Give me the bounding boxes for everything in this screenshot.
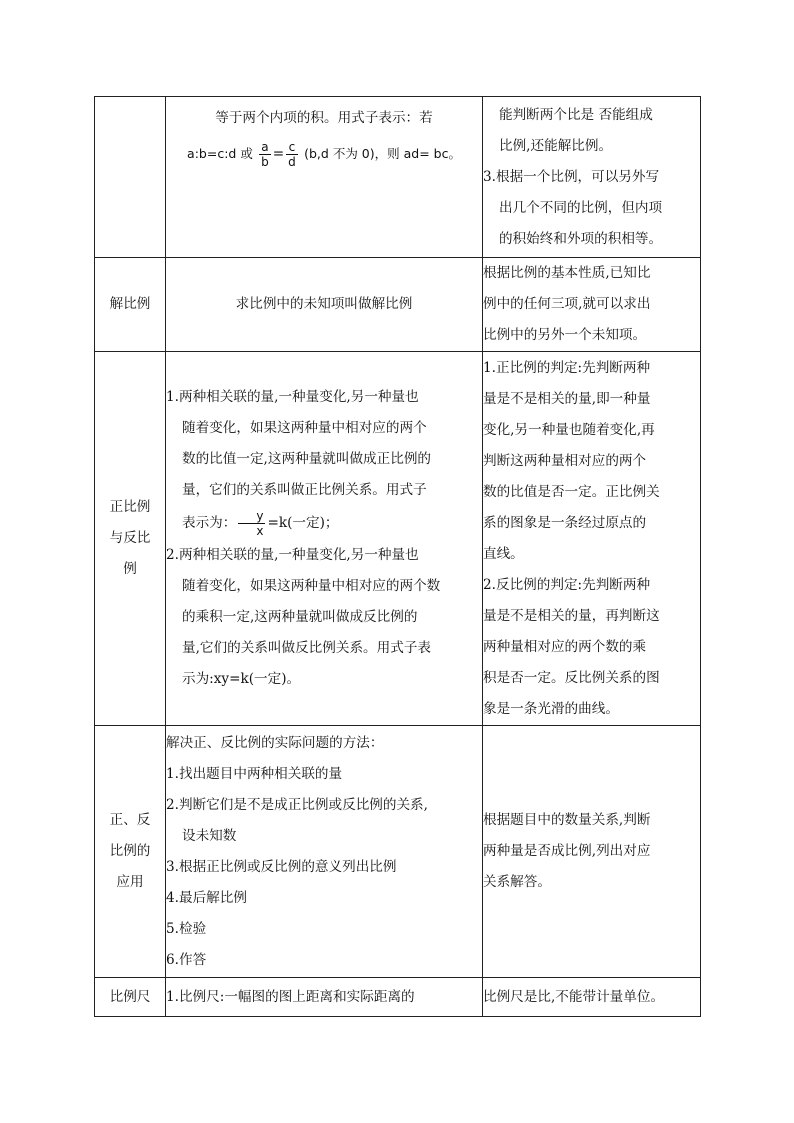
table-row (95, 352, 701, 726)
note-line: 判断这两种量相对应的两个 (483, 452, 647, 469)
method-line: 3.根据正比例或反比例的意义列出比例 (166, 858, 397, 875)
direct-inverse-definition-cell (166, 352, 483, 726)
solve-note-cell (483, 258, 701, 352)
note-line: 1.正比例的判定:先判断两种 (483, 359, 651, 376)
definition-line: 示为:xy=k(一定)。 (182, 671, 301, 687)
fraction-numerator: a (259, 140, 271, 155)
formula-text: =k(一定)； (267, 515, 339, 531)
method-line: 5.检验 (166, 920, 207, 937)
table-row (95, 258, 701, 352)
method-line: 设未知数 (182, 827, 237, 844)
property-line: 等于两个内项的积。用式子表示：若 (215, 110, 433, 126)
fraction-a-b (259, 140, 271, 169)
definition-line: 随着变化，如果这两种量中相对应的两个数 (182, 578, 441, 594)
note-line: 数的比值是否一定。正比例关 (483, 483, 660, 500)
note-line: 象是一条光滑的曲线。 (483, 700, 619, 717)
definition-line: 量，它们的关系叫做正比例关系。用式子 (182, 482, 427, 498)
label-line: 例 (123, 561, 137, 577)
method-line: 1.找出题目中两种相关联的量 (166, 765, 343, 782)
property-formula: a:b=c:d 或 $\frac{a}{b}$ = $\frac{c}{d}$ (b,d 不为 0)，则 ad= bc。 (187, 140, 461, 169)
note-line: 变化,另一种量也随着变化,再 (483, 421, 655, 438)
method-line: 解决正、反比例的实际问题的方法： (166, 734, 384, 751)
note-line: 积是否一定。反比例关系的图 (483, 669, 660, 686)
note-line: 根据比例的基本性质,已知比 (483, 265, 651, 281)
method-line: 4.最后解比例 (166, 889, 247, 906)
note-line: 例中的任何三项,就可以求出 (483, 296, 651, 312)
property-definition-cell (166, 97, 483, 258)
fraction-numerator: y (238, 509, 265, 524)
row-label-direct-inverse (95, 352, 166, 726)
table-row (95, 97, 701, 258)
definition-line: 的乘积一定,这两种量就叫做成反比例的 (182, 609, 418, 625)
row-label-application (95, 726, 166, 978)
property-note-cell (483, 97, 701, 258)
note-line: 两种量是否成比例,列出对应 (483, 843, 651, 859)
solve-definition-cell: 求比例中的未知项叫做解比例 (166, 258, 483, 352)
fraction-y-x (238, 509, 265, 538)
row-label-solve: 解比例 (95, 258, 166, 352)
row-label-scale: 比例尺 (95, 978, 166, 1017)
label-line: 应用 (116, 874, 144, 890)
table-row (95, 726, 701, 978)
definition-line: 1.两种相关联的量,一种量变化,另一种量也 (166, 389, 419, 405)
label-line: 正比例 (109, 499, 151, 515)
method-line: 6.作答 (166, 951, 207, 968)
scale-definition-cell: 1.比例尺:一幅图的图上距离和实际距离的 (166, 978, 483, 1017)
application-method-cell (166, 726, 483, 978)
formula-text: (b,d 不为 0)，则 ad= bc。 (304, 146, 461, 161)
label-line: 与反比 (109, 530, 151, 546)
fraction-denominator: b (261, 155, 269, 169)
note-line: 量是不是相关的量,即一种量 (483, 390, 651, 407)
knowledge-table (94, 96, 701, 1017)
note-line: 的积始终和外项的积相等。 (499, 231, 663, 247)
note-line: 直线。 (483, 545, 524, 562)
note-line: 关系解答。 (483, 874, 551, 890)
note-line: 2.反比例的判定:先判断两种 (483, 576, 651, 593)
scale-note-cell: 比例尺是比,不能带计量单位。 (483, 978, 701, 1017)
note-line: 比例中的另外一个未知项。 (483, 327, 647, 343)
note-line: 量是不是相关的量，再判断这 (483, 607, 660, 624)
method-line: 2.判断它们是不是成正比例或反比例的关系, (166, 796, 428, 813)
definition-line: 2.两种相关联的量,一种量变化,另一种量也 (166, 547, 419, 563)
application-note-cell (483, 726, 701, 978)
note-line: 3.根据一个比例，可以另外写 (483, 169, 660, 185)
fraction-numerator: c (286, 140, 298, 155)
note-line: 比例,还能解比例。 (499, 138, 613, 154)
note-line: 根据题目中的数量关系,判断 (483, 812, 651, 828)
fraction-c-d (286, 140, 298, 169)
note-line: 出几个不同的比例，但内项 (499, 200, 663, 216)
row-label-empty (95, 97, 166, 258)
definition-line: 数的比值一定,这两种量就叫做成正比例的 (182, 451, 432, 467)
label-line: 正、反 (109, 812, 151, 828)
definition-line: 量,它们的关系叫做反比例关系。用式子表 (182, 640, 432, 656)
definition-line: 随着变化，如果这两种量中相对应的两个 (182, 420, 427, 436)
label-line: 比例的 (109, 843, 151, 859)
fraction-denominator: d (288, 155, 296, 169)
direct-formula (166, 506, 482, 540)
note-line: 系的图象是一条经过原点的 (483, 514, 647, 531)
direct-inverse-note-cell (483, 352, 701, 726)
fraction-denominator: x (256, 524, 264, 538)
formula-text: a:b=c:d 或 (187, 146, 253, 161)
table-row (95, 978, 701, 1017)
note-line: 两种量相对应的两个数的乘 (483, 638, 647, 655)
note-line: 能判断两个比是 否能组成 (499, 107, 653, 123)
formula-text: 表示为： (182, 515, 237, 531)
